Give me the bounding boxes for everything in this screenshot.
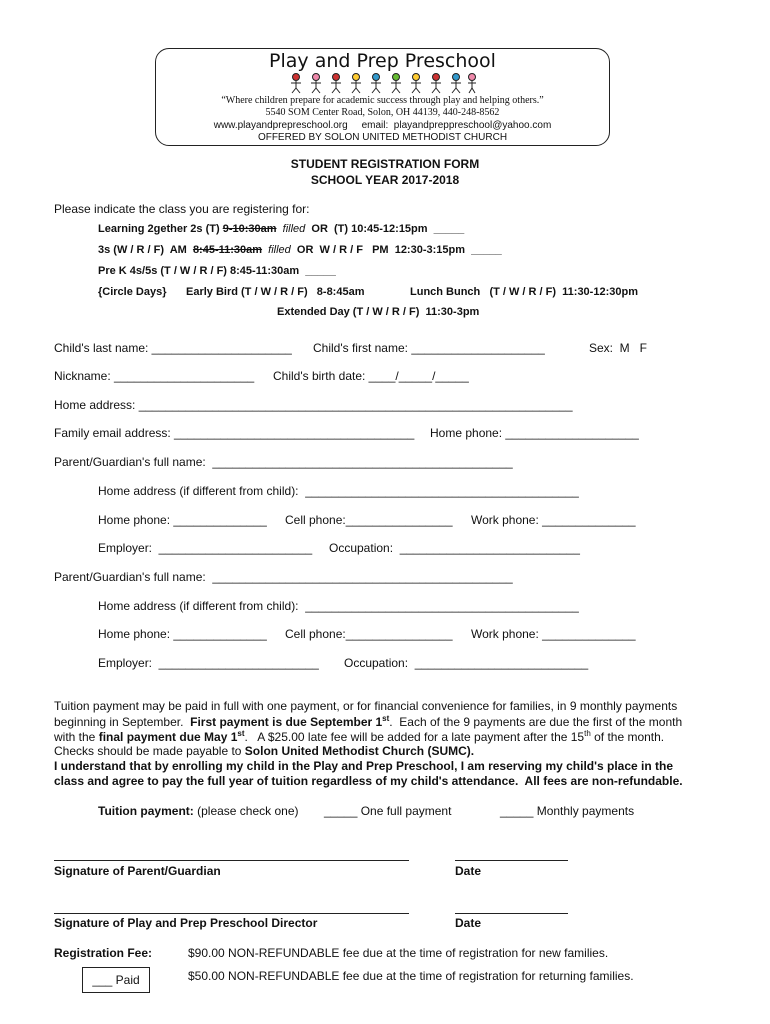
school-address: 5540 SOM Center Road, Solon, OH 44139, 440-248-8562	[265, 107, 500, 118]
parent2-home-address-field[interactable]: Home address (if different from child): _________________________________________	[98, 599, 579, 613]
web-email: www.playandprepreschool.org email: playandpreppreschool@yahoo.com	[213, 120, 552, 131]
tuition-line-4: Checks should be made payable to Solon United Methodist Church (SUMC).	[54, 744, 475, 758]
director-date-line[interactable]	[455, 913, 568, 914]
filled-note: filled	[268, 244, 291, 256]
home-phone-field[interactable]: Home phone: ____________________	[430, 426, 639, 440]
parent2-occupation-field[interactable]: Occupation: __________________________	[344, 656, 589, 670]
class-3s-label: 3s (W / R / F) AM	[98, 244, 193, 256]
child-last-name-field[interactable]: Child's last name: _____________________	[54, 341, 292, 355]
class-option-2s[interactable]	[98, 223, 464, 235]
tuition-payment-label: Tuition payment:	[98, 804, 194, 818]
parent2-employer-field[interactable]: Employer: ________________________	[98, 656, 319, 670]
home-address-field[interactable]: Home address: _________________________________________________________________	[54, 398, 573, 412]
new-families-fee: $90.00 NON-REFUNDABLE fee due at the time of registration for new families.	[188, 946, 609, 960]
parent2-name-field[interactable]: Parent/Guardian's full name: _____________________________________________	[54, 570, 513, 584]
tagline: “Where children prepare for academic success through play and helping others.”	[221, 95, 544, 106]
parent-signature-line[interactable]	[54, 860, 409, 861]
class-2s-am-time: 9-10:30am	[222, 223, 277, 235]
parent1-occupation-field[interactable]: Occupation: ___________________________	[329, 541, 580, 555]
class-prompt: Please indicate the class you are registering for:	[54, 202, 310, 216]
class-2s-label: Learning 2gether 2s (T)	[98, 223, 223, 235]
class-2s-pm: OR (T) 10:45-12:15pm _____	[311, 223, 465, 235]
class-option-prek[interactable]: Pre K 4s/5s (T / W / R / F) 8:45-11:30am _____	[98, 265, 336, 277]
parent2-home-phone-field[interactable]: Home phone: ______________	[98, 627, 267, 641]
early-bird-option[interactable]: Early Bird (T / W / R / F) 8-8:45am	[186, 286, 365, 298]
school-name: Play and Prep Preschool	[269, 50, 496, 72]
form-title: STUDENT REGISTRATION FORM	[290, 157, 480, 171]
children-illustration	[288, 72, 478, 94]
child-first-name-field[interactable]: Child's first name: ____________________	[313, 341, 545, 355]
nickname-field[interactable]: Nickname: _____________________	[54, 369, 255, 383]
class-3s-pm: OR W / R / F PM 12:30-3:15pm _____	[296, 244, 502, 256]
sex-field[interactable]: Sex: M F	[589, 341, 648, 355]
parent2-work-phone-field[interactable]: Work phone: ______________	[471, 627, 636, 641]
child-figure-5	[371, 74, 381, 94]
director-signature-line[interactable]	[54, 913, 409, 914]
parent1-home-address-field[interactable]: Home address (if different from child): _________________________________________	[98, 484, 579, 498]
child-figure-2	[311, 74, 321, 94]
monthly-payment-option[interactable]: _____ Monthly payments	[500, 804, 635, 818]
birth-date-field[interactable]: Child's birth date: ____/_____/_____	[273, 369, 469, 383]
circle-days-label: {Circle Days}	[98, 286, 167, 298]
child-figure-9	[451, 74, 461, 94]
tuition-line-1: Tuition payment may be paid in full with one payment, or for financial convenience for families, in 9 monthly payments	[54, 699, 678, 713]
child-figure-6	[391, 74, 401, 94]
parent1-work-phone-field[interactable]: Work phone: ______________	[471, 513, 636, 527]
class-3s-am-time: 8:45-11:30am	[192, 244, 263, 256]
family-email-field[interactable]: Family email address: ____________________________________	[54, 426, 415, 440]
parent1-cell-phone-field[interactable]: Cell phone:________________	[285, 513, 453, 527]
child-figure-10	[468, 74, 476, 94]
parent1-name-field[interactable]: Parent/Guardian's full name: _____________________________________________	[54, 455, 513, 469]
offered-by: OFFERED BY SOLON UNITED METHODIST CHURCH	[257, 132, 508, 143]
child-figure-7	[411, 74, 421, 94]
parent-date-line[interactable]	[455, 860, 568, 861]
parent-signature-label: Signature of Parent/Guardian	[54, 864, 221, 878]
agreement-line-2: class and agree to pay the full year of tuition regardless of my child's attendance. All fees are non-refundable.	[54, 774, 683, 788]
child-figure-4	[351, 74, 361, 94]
full-payment-option[interactable]: _____ One full payment	[324, 804, 452, 818]
child-figure-8	[431, 74, 441, 94]
tuition-line-3: with the final payment due May 1st. A $25.00 late fee will be added for a late payment after the 15th of the month.	[54, 729, 665, 744]
parent-date-label: Date	[455, 864, 482, 878]
registration-fee-label: Registration Fee:	[54, 946, 153, 960]
child-figure-1	[291, 74, 301, 94]
extended-day-option[interactable]: Extended Day (T / W / R / F) 11:30-3pm	[277, 306, 480, 318]
parent1-employer-field[interactable]: Employer: _______________________	[98, 541, 313, 555]
returning-families-fee: $50.00 NON-REFUNDABLE fee due at the time of registration for returning families.	[188, 969, 634, 983]
director-signature-label: Signature of Play and Prep Preschool Director	[54, 916, 318, 930]
school-year: SCHOOL YEAR 2017-2018	[310, 173, 460, 187]
parent1-home-phone-field[interactable]: Home phone: ______________	[98, 513, 267, 527]
filled-note: filled	[282, 223, 306, 235]
tuition-payment-choice: Tuition payment: (please check one)	[98, 804, 299, 818]
director-date-label: Date	[455, 916, 482, 930]
class-option-3s[interactable]	[98, 244, 502, 256]
tuition-line-2: beginning in September. First payment is due September 1st. Each of the 9 payments are due the first of the month	[54, 714, 683, 729]
child-figure-3	[331, 74, 341, 94]
lunch-bunch-option[interactable]: Lunch Bunch (T / W / R / F) 11:30-12:30pm	[410, 286, 638, 298]
parent2-cell-phone-field[interactable]: Cell phone:________________	[285, 627, 453, 641]
agreement-line-1: I understand that by enrolling my child in the Play and Prep Preschool, I am reserving my child's place in the	[54, 759, 674, 773]
paid-label: ___ Paid	[92, 973, 140, 987]
